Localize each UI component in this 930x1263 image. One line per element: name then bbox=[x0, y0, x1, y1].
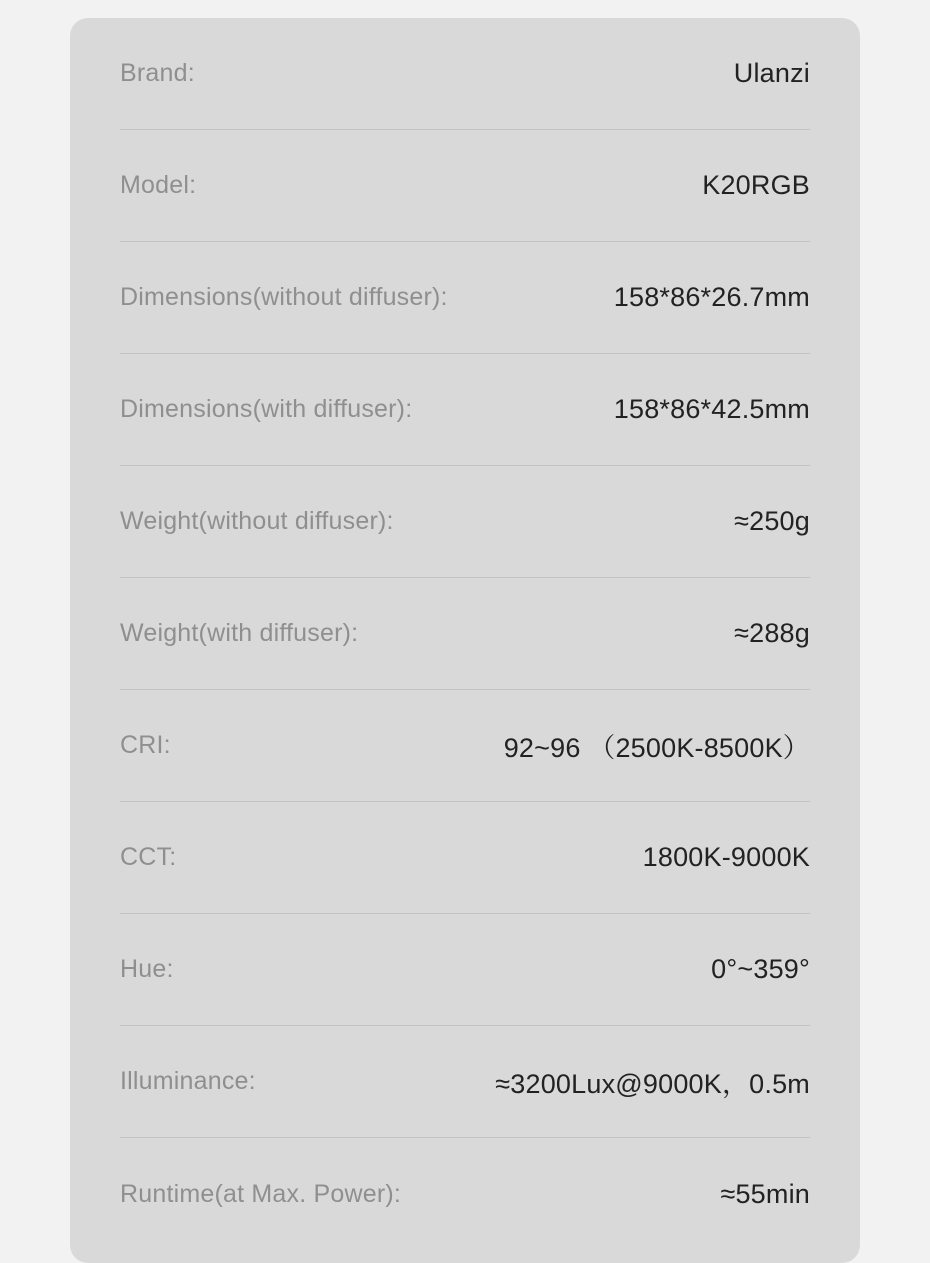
spec-label: Runtime(at Max. Power): bbox=[120, 1179, 402, 1208]
table-row bbox=[120, 242, 810, 354]
spec-label: Model: bbox=[120, 171, 197, 199]
table-row bbox=[120, 690, 810, 802]
spec-value: 1800K-9000K bbox=[642, 842, 810, 872]
table-row bbox=[120, 1138, 810, 1250]
specification-card bbox=[70, 18, 860, 1263]
table-row bbox=[120, 802, 810, 914]
spec-value: ≈55min bbox=[720, 1178, 810, 1209]
spec-value: ≈250g bbox=[734, 506, 810, 536]
spec-value: ≈3200Lux@9000K，0.5m bbox=[495, 1069, 810, 1099]
table-row bbox=[120, 914, 810, 1026]
spec-label: Dimensions(with diffuser): bbox=[120, 395, 413, 423]
spec-value: 0°~359° bbox=[711, 954, 810, 984]
spec-label: Brand: bbox=[120, 59, 195, 87]
spec-value: 158*86*42.5mm bbox=[613, 394, 810, 424]
table-row bbox=[120, 18, 810, 130]
spec-value: 92~96 （2500K-8500K） bbox=[503, 733, 810, 763]
spec-label: CCT: bbox=[120, 843, 177, 871]
table-row bbox=[120, 466, 810, 578]
spec-label: Hue: bbox=[120, 955, 174, 983]
table-row bbox=[120, 1026, 810, 1138]
table-row bbox=[120, 578, 810, 690]
spec-label: Dimensions(without diffuser): bbox=[120, 283, 448, 311]
spec-value: ≈288g bbox=[734, 618, 810, 648]
spec-label: CRI: bbox=[120, 731, 171, 759]
spec-label: Weight(without diffuser): bbox=[120, 507, 394, 535]
spec-value: 158*86*26.7mm bbox=[613, 282, 810, 312]
spec-label: Illuminance: bbox=[120, 1067, 256, 1095]
spec-label: Weight(with diffuser): bbox=[120, 619, 359, 647]
table-row bbox=[120, 354, 810, 466]
spec-value: Ulanzi bbox=[733, 58, 810, 88]
table-row bbox=[120, 130, 810, 242]
spec-value: K20RGB bbox=[702, 170, 810, 200]
